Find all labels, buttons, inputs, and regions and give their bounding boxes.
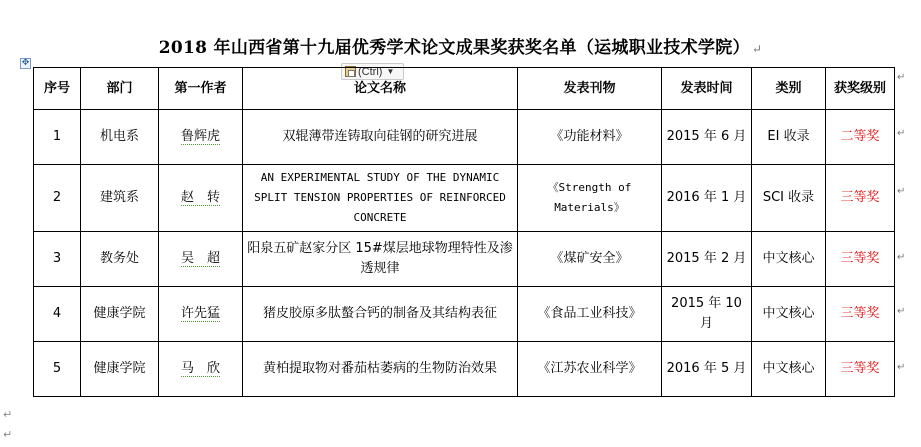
title-text: 2018 年山西省第十九届优秀学术论文成果奖获奖名单（运城职业技术学院） bbox=[158, 38, 750, 58]
cell-paper: 阳泉五矿赵家分区 15#煤层地球物理特性及渗透规律 bbox=[243, 232, 518, 287]
table-row bbox=[34, 342, 895, 397]
cell-paper: 猪皮胶原多肽螯合钙的制备及其结构表征 bbox=[243, 287, 518, 342]
cell-level: 三等奖 bbox=[826, 287, 895, 342]
cell-paper: 双辊薄带连铸取向硅钢的研究进展 bbox=[243, 110, 518, 165]
cell-author bbox=[159, 287, 243, 342]
cell-level: 三等奖 bbox=[826, 342, 895, 397]
cell-level: 二等奖 bbox=[826, 110, 895, 165]
cell-category: 中文核心 bbox=[752, 232, 826, 287]
header-cell-author: 第一作者 bbox=[159, 68, 243, 110]
table-header-row bbox=[34, 68, 895, 110]
cell-level: 三等奖 bbox=[826, 232, 895, 287]
row-end-mark-icon: ↵ bbox=[897, 186, 906, 197]
cell-paper: 黄柏提取物对番茄枯萎病的生物防治效果 bbox=[243, 342, 518, 397]
row-end-mark-icon: ↵ bbox=[897, 128, 906, 139]
cell-category: SCI 收录 bbox=[752, 165, 826, 232]
table-row bbox=[34, 165, 895, 232]
cell-journal: 《Strength of Materials》 bbox=[518, 165, 662, 232]
row-end-mark-icon: ↵ bbox=[897, 72, 906, 83]
award-table bbox=[33, 67, 895, 397]
cell-date: 2016 年 5 月 bbox=[662, 342, 752, 397]
cell-no: 2 bbox=[34, 165, 81, 232]
cell-author bbox=[159, 342, 243, 397]
header-cell-journal: 发表刊物 bbox=[518, 68, 662, 110]
paragraph-mark-icon: ↵ bbox=[751, 42, 763, 56]
table-row bbox=[34, 232, 895, 287]
cell-date: 2015 年 6 月 bbox=[662, 110, 752, 165]
cell-category: EI 收录 bbox=[752, 110, 826, 165]
cell-date: 2016 年 1 月 bbox=[662, 165, 752, 232]
cell-journal: 《功能材料》 bbox=[518, 110, 662, 165]
cell-author bbox=[159, 165, 243, 232]
table-move-handle-icon[interactable]: ✥ bbox=[21, 58, 30, 68]
row-end-mark-icon: ↵ bbox=[897, 252, 906, 263]
author-name: 许先猛 bbox=[180, 306, 220, 321]
paragraph-mark-icon: ↵ bbox=[3, 408, 13, 421]
cell-category: 中文核心 bbox=[752, 287, 826, 342]
cell-category: 中文核心 bbox=[752, 342, 826, 397]
cell-no: 3 bbox=[34, 232, 81, 287]
paragraph-mark-icon: ↵ bbox=[3, 428, 13, 441]
author-name: 赵 转 bbox=[180, 190, 220, 205]
header-cell-no: 序号 bbox=[34, 68, 81, 110]
cell-no: 1 bbox=[34, 110, 81, 165]
author-name: 吴 超 bbox=[180, 251, 220, 266]
cell-author bbox=[159, 110, 243, 165]
cell-no: 5 bbox=[34, 342, 81, 397]
cell-author bbox=[159, 232, 243, 287]
cell-journal: 《煤矿安全》 bbox=[518, 232, 662, 287]
header-cell-paper: 论文名称 bbox=[243, 68, 518, 110]
cell-dept: 建筑系 bbox=[81, 165, 159, 232]
header-cell-category: 类别 bbox=[752, 68, 826, 110]
author-name: 马 欣 bbox=[180, 361, 220, 376]
cell-level: 三等奖 bbox=[826, 165, 895, 232]
cell-dept: 健康学院 bbox=[81, 287, 159, 342]
table-row bbox=[34, 110, 895, 165]
cell-journal: 《食品工业科技》 bbox=[518, 287, 662, 342]
paste-options-label: (Ctrl) bbox=[358, 65, 383, 78]
cell-journal: 《江苏农业科学》 bbox=[518, 342, 662, 397]
cell-dept: 教务处 bbox=[81, 232, 159, 287]
table-row bbox=[34, 287, 895, 342]
cell-paper: AN EXPERIMENTAL STUDY OF THE DYNAMIC SPLIT TENSION PROPERTIES OF REINFORCED CONCRETE bbox=[243, 165, 518, 232]
row-end-mark-icon: ↵ bbox=[897, 362, 906, 373]
row-end-mark-icon: ↵ bbox=[897, 306, 906, 317]
cell-date: 2015 年 2 月 bbox=[662, 232, 752, 287]
cell-date: 2015 年 10 月 bbox=[662, 287, 752, 342]
chevron-down-icon: ▼ bbox=[386, 67, 395, 76]
author-name: 鲁辉虎 bbox=[180, 129, 220, 144]
document-title bbox=[0, 33, 921, 58]
header-cell-dept: 部门 bbox=[81, 68, 159, 110]
header-cell-date: 发表时间 bbox=[662, 68, 752, 110]
cell-no: 4 bbox=[34, 287, 81, 342]
cell-dept: 机电系 bbox=[81, 110, 159, 165]
header-cell-level: 获奖级别 bbox=[826, 68, 895, 110]
cell-dept: 健康学院 bbox=[81, 342, 159, 397]
